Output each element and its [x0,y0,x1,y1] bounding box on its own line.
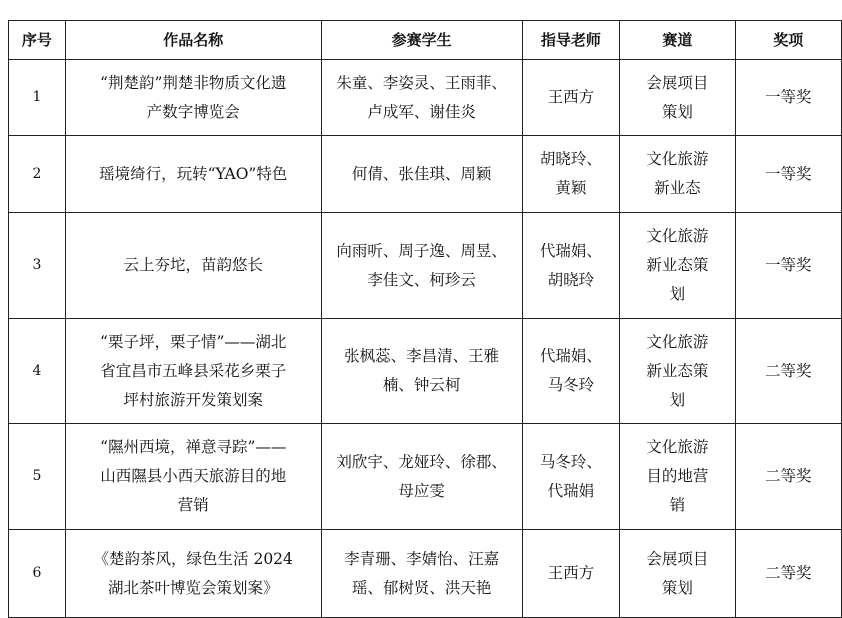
row-title-line: 山西隰县小西天旅游目的地 [100,467,287,485]
row-index: 3 [9,213,66,319]
row-award: 二等奖 [735,530,841,618]
row-track-line: 文化旅游 [646,332,709,351]
row-track-line: 划 [669,285,686,303]
table-row [9,424,842,530]
table-header-row [9,21,842,60]
row-award: 一等奖 [735,213,841,319]
row-students [321,136,522,213]
row-students-line: 楠、钟云柯 [382,376,461,394]
row-track [620,424,735,530]
row-title [65,530,321,618]
header-index: 序号 [9,21,66,60]
row-teacher [522,213,620,319]
header-title: 作品名称 [65,21,321,60]
row-title-line: 产数字博览会 [146,102,240,121]
row-track [620,213,735,319]
row-students-line: 母应雯 [398,481,445,500]
row-title-line: 坪村旅游开发策划案 [123,390,263,409]
row-track [620,60,735,136]
row-title-line: “隰州西境，禅意寻踪”—— [100,438,287,456]
row-students [321,213,522,319]
row-award: 一等奖 [735,136,841,213]
row-teacher [522,424,620,530]
row-teacher-line: 胡晓玲、 [539,150,602,168]
row-students-line: 刘欣宇、龙娅玲、徐郡、 [336,452,507,471]
row-title-line: 《楚韵茶风，绿色生活 2024 [93,549,293,568]
row-index: 1 [9,60,66,136]
row-teacher [522,530,620,618]
table-row [9,136,842,213]
row-track-line: 文化旅游 [646,150,709,168]
row-title-line: “栗子坪，栗子情”——湖北 [100,332,287,351]
header-award: 奖项 [735,21,841,60]
header-teacher: 指导老师 [522,21,620,60]
row-students-line: 张枫蕊、李昌清、王雅 [344,347,500,365]
row-students-line: 李青珊、李婧怡、汪嘉 [344,549,500,568]
header-students: 参赛学生 [321,21,522,60]
row-award: 二等奖 [735,319,841,424]
row-title-line: 瑶境绮行，玩转“YAO”特色 [99,164,288,183]
awards-table-container [8,20,842,618]
row-index: 2 [9,136,66,213]
row-teacher-line: 代瑞娟、 [539,347,602,365]
table-row [9,530,842,618]
row-title [65,319,321,424]
row-students [321,424,522,530]
row-index: 6 [9,530,66,618]
row-track-line: 划 [669,390,686,409]
row-track [620,136,735,213]
row-teacher [522,319,620,424]
row-index: 4 [9,319,66,424]
row-track-line: 目的地营 [646,467,709,485]
row-title [65,424,321,530]
table-row [9,319,842,424]
row-title-line: 营销 [177,496,209,514]
row-teacher-line: 黄颖 [555,179,587,197]
row-track-line: 新业态策 [646,361,709,380]
row-students-line: 李佳文、柯珍云 [367,270,476,289]
row-teacher-line: 代瑞娟 [547,481,595,500]
row-teacher-line: 王西方 [547,88,595,106]
row-students-line: 卢成军、谢佳炎 [367,102,476,121]
row-title-line: 湖北茶叶博览会策划案》 [107,578,279,597]
row-teacher-line: 胡晓玲 [547,270,595,289]
row-students [321,530,522,618]
row-track-line: 新业态 [654,179,701,197]
row-title-line: 省宜昌市五峰县采花乡栗子 [100,361,287,380]
row-index: 5 [9,424,66,530]
row-track-line: 新业态策 [646,256,709,274]
row-students [321,60,522,136]
row-students-line: 何倩、张佳琪、周颖 [351,164,492,183]
row-students-line: 朱童、李姿灵、王雨菲、 [336,73,507,92]
row-track-line: 会展项目 [646,549,709,568]
row-track-line: 文化旅游 [646,438,709,456]
row-teacher-line: 代瑞娟、 [539,241,602,260]
row-track-line: 销 [669,496,686,514]
table-row [9,60,842,136]
row-track [620,319,735,424]
header-track: 赛道 [620,21,735,60]
row-track-line: 会展项目 [646,73,709,92]
row-teacher [522,136,620,213]
row-title [65,136,321,213]
row-teacher-line: 马冬玲 [547,376,595,394]
row-teacher-line: 王西方 [547,564,595,582]
row-teacher [522,60,620,136]
row-award: 二等奖 [735,424,841,530]
row-title [65,60,321,136]
row-title-line: 云上夯坨，苗韵悠长 [123,256,263,274]
row-students-line: 向雨听、周子逸、周昱、 [336,241,507,260]
row-track-line: 策划 [661,102,693,121]
row-title [65,213,321,319]
row-track-line: 文化旅游 [646,227,709,245]
awards-table [8,20,842,618]
row-track-line: 策划 [661,578,693,597]
row-teacher-line: 马冬玲、 [539,452,602,471]
table-row [9,213,842,319]
row-students [321,319,522,424]
table-body [9,60,842,618]
row-title-line: “荆楚韵”荆楚非物质文化遗 [100,73,287,92]
row-award: 一等奖 [735,60,841,136]
row-students-line: 瑶、郁树贤、洪天艳 [351,578,492,597]
row-track [620,530,735,618]
